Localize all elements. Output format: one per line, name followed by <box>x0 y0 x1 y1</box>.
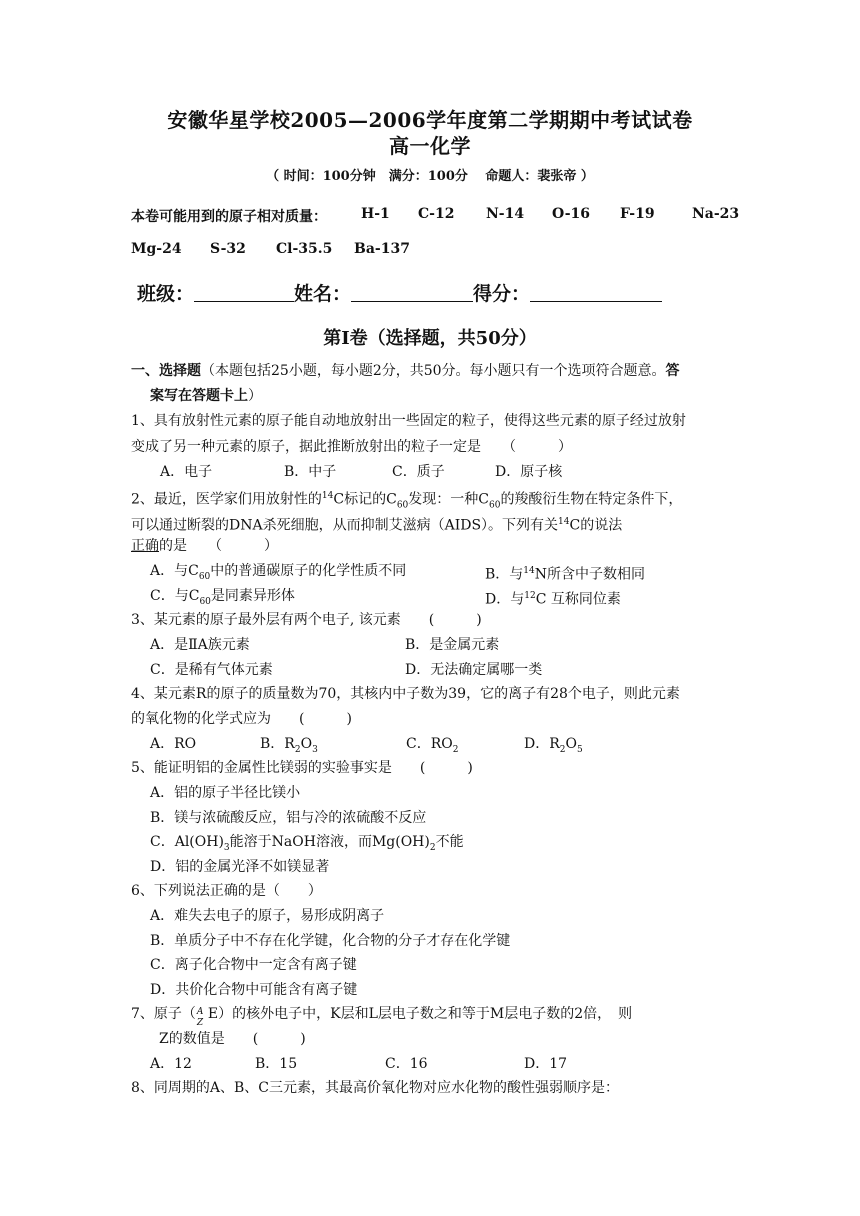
option-a[interactable]: A．难失去电子的原子，易形成阴离子 <box>150 908 385 924</box>
student-info-fields <box>137 279 662 306</box>
option-d[interactable]: D．原子核 <box>495 464 563 480</box>
question-8-stem: 8、同周期的A、B、C三元素，其最高价氧化物对应水化物的酸性强弱顺序是： <box>131 1080 620 1096</box>
instructions-line-1: 一、选择题（本题包括25小题，每小题2分，共50分。每小题只有一个选项符合题意。答 <box>131 363 680 379</box>
name-label: 姓名： <box>294 283 352 305</box>
mass-item: Ba-137 <box>354 241 410 257</box>
question-7-line-1: 7、原子（ A Z E）的核外电子中，K层和L层电子数之和等于M层电子数的2倍， 则 <box>131 1006 633 1028</box>
option-d[interactable]: D．$R_2O_5$ <box>524 736 583 755</box>
name-blank[interactable] <box>351 283 473 302</box>
mass-item: Cl-35.5 <box>276 241 333 257</box>
option-d[interactable]: D．无法确定属哪一类 <box>405 662 543 678</box>
option-a[interactable]: A．是ⅡA族元素 <box>150 637 250 653</box>
option-c[interactable]: C．是稀有气体元素 <box>150 662 273 678</box>
option-d[interactable]: D．17 <box>524 1056 568 1072</box>
class-label: 班级： <box>137 283 195 305</box>
option-c[interactable]: C．$Al(OH)_3$能溶于NaOH溶液，而$Mg(OH)_2$不能 <box>150 834 464 853</box>
mass-item: C-12 <box>418 206 455 222</box>
question-3-stem: 3、某元素的原子最外层有两个电子, 该元素 ( ) <box>131 612 482 628</box>
question-1-line-1: 1、具有放射性元素的原子能自动地放射出一些固定的粒子，使得这些元素的原子经过放射 <box>131 413 686 429</box>
question-2-line-3: 正确的是 （ ） <box>131 538 278 554</box>
class-blank[interactable] <box>194 283 294 302</box>
option-b[interactable]: B．是金属元素 <box>405 637 500 653</box>
section-title: 第Ⅰ卷（选择题，共50分） <box>323 328 537 349</box>
question-7-line-2: Z的数值是 ( ) <box>159 1031 306 1047</box>
exam-meta: （ 时间：100分钟 满分：100分 命题人：裴张帝 ） <box>266 169 594 184</box>
option-b[interactable]: B．单质分子中不存在化学键，化合物的分子才存在化学键 <box>150 933 511 949</box>
option-b[interactable]: B．镁与浓硫酸反应，铝与冷的浓硫酸不反应 <box>150 810 427 826</box>
question-2-line-1: 2、最近，医学家们用放射性的$^{14}$C标记的$C_{60}$发现：一种$C_{60}$的羧酸衍生物在特定条件下， <box>131 491 683 511</box>
option-b[interactable]: B．中子 <box>284 464 337 480</box>
option-c[interactable]: C．与$C_{60}$是同素异形体 <box>150 588 295 607</box>
question-1-line-2: 变成了另一种元素的原子，据此推断放射出的粒子一定是 （ ） <box>131 439 572 455</box>
option-d[interactable]: D．共价化合物中可能含有离子键 <box>150 982 358 998</box>
option-c[interactable]: C．离子化合物中一定含有离子键 <box>150 957 357 973</box>
mass-item: H-1 <box>361 206 390 222</box>
mass-item: F-19 <box>620 206 655 222</box>
question-5-stem: 5、能证明铝的金属性比镁弱的实验事实是 ( ) <box>131 760 473 776</box>
option-c[interactable]: C．$RO_2$ <box>406 736 459 755</box>
question-6-stem: 6、下列说法正确的是（ ） <box>131 883 322 899</box>
option-c[interactable]: C．质子 <box>392 464 445 480</box>
option-c[interactable]: C．16 <box>385 1056 428 1072</box>
option-a[interactable]: A．与$C_{60}$中的普通碳原子的化学性质不同 <box>150 563 407 582</box>
question-4-line-2: 的氧化物的化学式应为 ( ) <box>131 711 352 727</box>
score-label: 得分： <box>473 283 531 305</box>
option-d[interactable]: D．铝的金属光泽不如镁显著 <box>150 859 330 875</box>
mass-item: O-16 <box>552 206 591 222</box>
option-b[interactable]: B．15 <box>255 1056 298 1072</box>
option-a[interactable]: A．电子 <box>160 464 213 480</box>
mass-item: Na-23 <box>692 206 740 222</box>
question-2-line-2: 可以通过断裂的DNA杀死细胞，从而抑制艾滋病（AIDS）。下列有关$^{14}$C的说法 <box>131 517 623 534</box>
atomic-masses-label: 本卷可能用到的原子相对质量： <box>131 209 327 225</box>
instructions-line-2: 案写在答题卡上） <box>150 388 262 404</box>
option-a[interactable]: A．铝的原子半径比镁小 <box>150 785 301 801</box>
mass-item: Mg-24 <box>131 241 182 257</box>
option-b[interactable]: B．与$^{14}$N所含中子数相同 <box>485 566 645 583</box>
nuclide-notation: A Z <box>196 1007 204 1028</box>
option-a[interactable]: A．12 <box>150 1056 192 1072</box>
option-a[interactable]: A．RO <box>150 736 197 752</box>
mass-item: S-32 <box>210 241 246 257</box>
score-blank[interactable] <box>530 283 662 302</box>
option-b[interactable]: B．$R_2O_3$ <box>260 736 318 755</box>
option-d[interactable]: D．与$^{12}$C 互称同位素 <box>485 591 621 608</box>
exam-subtitle: 高一化学 <box>389 134 471 158</box>
mass-item: N-14 <box>486 206 525 222</box>
question-4-line-1: 4、某元素R的原子的质量数为70，其核内中子数为39，它的离子有28个电子，则此元素 <box>131 686 680 702</box>
exam-title: 安徽华星学校2005—2006学年度第二学期期中考试试卷 <box>167 108 693 132</box>
